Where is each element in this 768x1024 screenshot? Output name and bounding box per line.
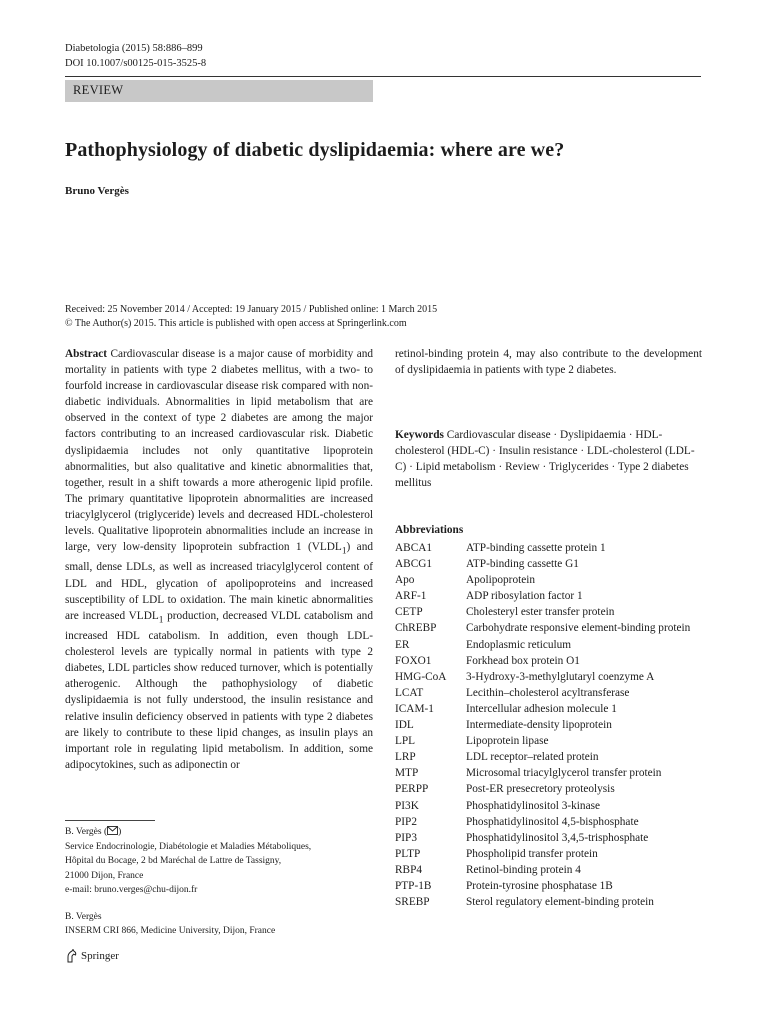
doi[interactable]: DOI 10.1007/s00125-015-3525-8 (65, 58, 207, 69)
envelope-icon[interactable] (107, 826, 118, 835)
abbreviations-list (395, 540, 705, 910)
abbreviation-definition: Phosphatidylinositol 3-kinase (466, 799, 600, 812)
keywords-heading: Keywords (395, 429, 444, 441)
abbreviation-term: PERPP (395, 783, 429, 796)
abbreviation-row (395, 653, 705, 669)
copyright-notice: © The Author(s) 2015. This article is published with open access at Springerlink.com (65, 318, 407, 329)
affiliation-line: 21000 Dijon, France (65, 870, 144, 881)
affiliations (65, 825, 375, 951)
springer-horse-icon (65, 949, 77, 963)
abbreviation-row (395, 556, 705, 572)
abbreviation-definition: Lecithin–cholesterol acyltransferase (466, 686, 630, 699)
abbreviation-row (395, 620, 705, 636)
subscript: 1 (341, 546, 347, 557)
abstract (65, 346, 373, 773)
abbreviation-definition: ATP-binding cassette G1 (466, 558, 579, 571)
abbreviation-term: Apo (395, 574, 415, 587)
abbreviation-term: LPL (395, 735, 416, 748)
affiliation-line: Hôpital du Bocage, 2 bd Maréchal de Lattre de Tassigny, (65, 856, 282, 866)
abbreviation-row (395, 765, 705, 781)
affiliation-email[interactable]: e-mail: bruno.verges@chu-dijon.fr (65, 885, 198, 895)
abbreviation-term: ICAM-1 (395, 702, 434, 715)
footnote-rule (65, 820, 155, 821)
keywords-text: Cardiovascular disease · Dyslipidaemia · HDL-cholesterol (HDL-C) · Insulin resistance · LDL-cholesterol (LDL-C) · Lipid metabolism · Review · Triglycerides · Type 2 diabetes mellitus (395, 429, 695, 490)
abbreviation-definition: 3-Hydroxy-3-methylglutaryl coenzyme A (466, 670, 655, 683)
abstract-heading: Abstract (65, 348, 108, 360)
abbreviation-definition: Intercellular adhesion molecule 1 (466, 702, 617, 715)
abbreviation-term: RBP4 (395, 863, 423, 876)
publisher-name: Springer (81, 950, 119, 962)
abbreviation-definition: ADP ribosylation factor 1 (466, 590, 583, 603)
abbreviation-term: LRP (395, 751, 416, 764)
abbreviation-definition: Phospholipid transfer protein (466, 847, 598, 860)
section-label-bar (65, 80, 373, 102)
keywords (395, 427, 702, 491)
abbreviation-row (395, 814, 705, 830)
abbreviation-row (395, 733, 705, 749)
abbreviation-definition: Cholesteryl ester transfer protein (466, 606, 615, 619)
affiliation-author-name: B. Vergès ( (65, 827, 108, 837)
publisher-footer (65, 949, 119, 963)
abbreviation-row (395, 894, 705, 910)
abbreviation-row (395, 604, 705, 620)
abbreviation-term: PTP-1B (395, 879, 432, 892)
article-title: Pathophysiology of diabetic dyslipidaemia: where are we? (65, 139, 565, 161)
abbreviation-term: CETP (395, 606, 423, 619)
abbreviation-term: PIP3 (395, 831, 417, 844)
abbreviation-row (395, 862, 705, 878)
abbreviation-definition: Microsomal triacylglycerol transfer protein (466, 767, 662, 780)
header-rule (65, 76, 701, 77)
abbreviation-definition: Post-ER presecretory proteolysis (466, 783, 615, 796)
abbreviation-term: ARF-1 (395, 590, 427, 603)
abbreviation-row (395, 717, 705, 733)
abbreviation-row (395, 572, 705, 588)
abbreviation-definition: Intermediate-density lipoprotein (466, 719, 612, 732)
publication-dates: Received: 25 November 2014 / Accepted: 19 January 2015 / Published online: 1 March 2015 (65, 304, 438, 315)
abbreviation-definition: LDL receptor–related protein (466, 751, 599, 764)
abbreviation-row (395, 669, 705, 685)
abbreviation-definition: Lipoprotein lipase (466, 735, 549, 748)
abbreviation-row (395, 878, 705, 894)
abbreviation-row (395, 701, 705, 717)
author-name[interactable]: Bruno Vergès (65, 185, 129, 197)
abbreviations-heading: Abbreviations (395, 524, 464, 536)
abbreviation-term: ER (395, 638, 410, 651)
affiliation-author-name: B. Vergès (65, 911, 102, 922)
abbreviation-row (395, 830, 705, 846)
abbreviation-term: PLTP (395, 847, 421, 860)
abbreviation-term: LCAT (395, 686, 424, 699)
abbreviation-term: ABCA1 (395, 542, 433, 554)
subscript: 1 (158, 615, 164, 625)
abbreviation-definition: Carbohydrate responsive element-binding protein (466, 622, 691, 635)
abbreviation-term: SREBP (395, 896, 430, 909)
journal-citation: Diabetologia (2015) 58:886–899 (65, 43, 203, 54)
abbreviation-term: PI3K (395, 799, 419, 812)
abbreviation-term: ChREBP (395, 622, 437, 635)
abstract-text-part1: Cardiovascular disease is a major cause of morbidity and mortality in patients with type 2 diabetes mellitus, with a two- to fourfold increase in cardiovascular disease risk compared with non-diabetic individuals. Abnormalities in lipid metabolism that are observed in the context of type 2 diabetes are among the major factors contributing to an increased cardiovascular risk. Diabetic dyslipidaemia includes not only quantitative lipoprotein abnormalities, but also qualitative and kinetic abnormalities that, together, result in a shift towards a more atherogenic lipid profile. The primary quantitative lipoprotein abnormalities are increased triacylglycerol (triglyceride) levels and decreased HDL-cholesterol levels. Qualitative lipoprotein abnormalities include an increase in large, very low-density lipoprotein subfraction 1 (VLDL (65, 348, 374, 554)
abbreviation-definition: Phosphatidylinositol 3,4,5-trisphosphate (466, 831, 649, 844)
section-label: REVIEW (73, 83, 124, 97)
article-dates (65, 303, 437, 331)
abbreviation-term: PIP2 (395, 815, 417, 828)
abbreviation-term: FOXO1 (395, 654, 432, 667)
abbreviation-row (395, 781, 705, 797)
abbreviation-definition: Forkhead box protein O1 (466, 654, 580, 667)
abbreviation-term: MTP (395, 767, 419, 780)
abbreviation-row (395, 749, 705, 765)
affiliation-line: Service Endocrinologie, Diabétologie et Maladies Métaboliques, (65, 841, 312, 852)
abbreviation-definition: Retinol-binding protein 4 (466, 863, 581, 876)
affiliation-author (65, 825, 375, 840)
affiliation-2 (65, 910, 375, 939)
abbreviation-definition: Endoplasmic reticulum (466, 638, 572, 651)
abbreviation-definition: ATP-binding cassette protein 1 (466, 542, 606, 554)
affiliation-author-close: ) (118, 827, 122, 837)
abbreviation-row (395, 637, 705, 653)
affiliation-1 (65, 825, 375, 898)
abbreviation-term: ABCG1 (395, 558, 433, 571)
abbreviation-definition: Sterol regulatory element-binding protein (466, 896, 654, 909)
abbreviation-row (395, 685, 705, 701)
abbreviation-row (395, 798, 705, 814)
abbreviation-definition: Apolipoprotein (466, 574, 536, 587)
abbreviation-row (395, 588, 705, 604)
affiliation-line: INSERM CRI 866, Medicine University, Dijon, France (65, 926, 276, 936)
abbreviation-definition: Protein-tyrosine phosphatase 1B (466, 879, 613, 892)
abbreviation-definition: Phosphatidylinositol 4,5-bisphosphate (466, 815, 639, 828)
abbreviation-row (395, 540, 705, 556)
abbreviation-row (395, 846, 705, 862)
abstract-continuation: retinol-binding protein 4, may also contribute to the development of dyslipidaemia in patients with type 2 diabetes. (395, 348, 702, 377)
abbreviation-term: IDL (395, 719, 414, 732)
abbreviation-term: HMG-CoA (395, 670, 447, 683)
abstract-text-part2: ) and small, dense LDLs, as well as increased triacylglycerol content of LDL and HDL, glycation of apolipoproteins and increased susceptibility of LDL to oxidation. The main kinetic abnormalities are increased VLDL (65, 541, 373, 622)
abstract-text-part3: production, decreased VLDL catabolism and increased HDL catabolism. In addition, even though LDL-cholesterol levels are typically normal in patients with type 2 diabetes, LDL particles show reduced turnover, which is potentially atherogenic. Although the pathophysiology of diabetic dyslipidaemia is not fully understood, the insulin resistance and relative insulin deficiency observed in patients with type 2 diabetes are likely to contribute to these lipid changes, as insulin plays an important role in regulating lipid metabolism. In addition, some adipocytokines, such as adiponectin or (65, 609, 373, 771)
